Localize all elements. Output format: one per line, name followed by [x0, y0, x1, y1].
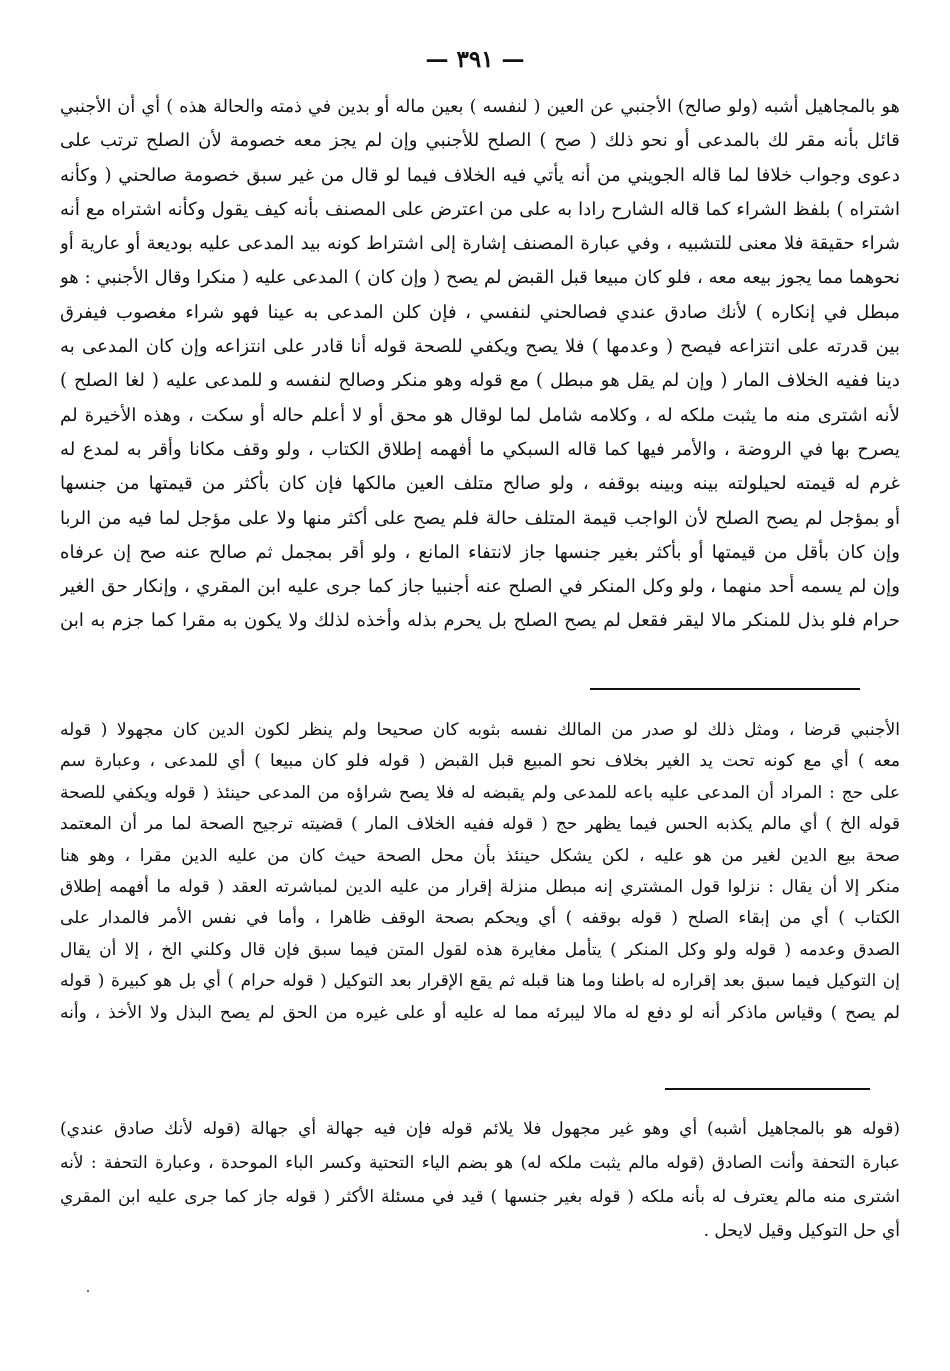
commentary-line: الكتاب ) أي من إبقاء الصلح ( قوله بوقفه ) أي ويحكم بصحة الوقف ظاهرا ، وأما في نفس الأمر فالمدار على [60, 908, 900, 929]
main-text-line: أو بمؤجل لم يصح الصلح لأن الواجب قيمة المتلف حالة فلم يصح على أكثر منها ولا على مؤجل لما فيه من الربا [60, 507, 900, 529]
main-text-line: شراء حقيقة فلا معنى للتشبيه ، وفي عبارة المصنف إشارة إلى اشتراط كونه بيد المدعى عليه بوديعة أو عارية أو [60, 233, 900, 255]
commentary-first [60, 715, 900, 1029]
commentary-line: الصدق وعدمه ( قوله ولو وكل المنكر ) يتأمل مغايرة هذه لقول المتن فيما سبق فإن قال وكلني الخ ، إلا أن يقال [60, 939, 900, 960]
main-text-line: حرام فلو بذل للمنكر مالا ليقر فقعل لم يصح الصلح بل يحرم بذله وأخذه لذلك ولا يكون به مقرا كما جزم به ابن [60, 610, 900, 632]
commentary-second [60, 1112, 900, 1248]
commentary-line: معه ) أي مع كونه تحت يد الغير بخلاف نحو المبيع قبل القبض ( قوله فلو كان مبيعا ) أي للمدعى ، وعبارة سم [60, 751, 900, 772]
main-text-line: وإن كان بأقل من قيمتها أو بأكثر بغير جنسها جاز لانتفاء المانع ، ولو أقر بمجمل ثم صالح عنه صح إن عرفاه [60, 541, 900, 563]
scan-speck [87, 1290, 89, 1292]
commentary-line: على حج : المراد أن المدعى عليه باعه للمدعى ولم يقبضه له فلا يصح شراؤه من المدعى حينئذ ( قوله ويكفي للصحة [60, 782, 900, 803]
main-text-line: قائل بأنه مقر لك بالمدعى أو نحو ذلك ( صح ) الصلح للأجنبي وإن لم يجز معه خصومة لأن الصلح ترتب على [60, 130, 900, 152]
commentary-line: عبارة التحفة وأنت الصادق (قوله مالم يثبت ملكه له) هو بضم الياء التحتية وكسر الباء الموحدة ، وعبارة التحفة : لأنه [60, 1153, 900, 1173]
commentary-line: أي حل التوكيل وقيل لايحل . [703, 1221, 900, 1241]
main-text-line: لأنه اشترى منه ما يثبت ملكه له ، وكلامه شامل لما لوقال هو محق أو لا أعلم حاله أو سكت ، وهذه الأخيرة لم [60, 404, 900, 426]
main-text-line: دينا ففيه الخلاف المار ( وإن لم يقل هو مبطل ) مع قوله وهو منكر وصالح لنفسه و للمدعى عليه ( لغا الصلح ) [60, 370, 900, 392]
section-divider [590, 688, 860, 690]
commentary-line: إن التوكيل فيما سبق بعد إقراره له باطنا وما هنا قبله ثم يقع الإقرار بعد التوكيل ( قوله حرام ) أي بل هو كبيرة ( قوله [60, 971, 900, 992]
commentary-line: لم يصح ) وقياس ماذكر أنه لو دفع له مالا ليبرئه مما له عليه أو على غيره من الحق لم يصح البذل ولا الأخذ ، وأنه [60, 1002, 900, 1023]
commentary-line: منكر إلا أن يقال : نزلوا قول المشتري إنه مبطل منزلة إقرار من عليه الدين لمباشرته العقد ( قوله ما أفهمه إطلاق [60, 876, 900, 897]
main-text-line: هو بالمجاهيل أشبه (ولو صالح) الأجنبي عن العين ( لنفسه ) بعين ماله أو بدين في ذمته والحالة هذه ) أي أن الأجنبي [60, 97, 900, 117]
section-divider [665, 1088, 870, 1090]
commentary-line: اشترى منه مالم يعترف له بأنه ملكه ( قوله بغير جنسها ) قيد في مسئلة الأكثر ( قوله جاز كما جرى عليه ابن المقري [60, 1187, 900, 1207]
main-text [60, 90, 900, 639]
commentary-line: (قوله هو بالمجاهيل أشبه) أي وهو غير مجهول فلا يلائم قوله فإن فيه جهالة أي جهالة (قوله لأنك صادق عندي) [60, 1119, 900, 1139]
main-text-line: مبطل في إنكاره ) لأنك صادق عندي فصالحني لنفسي ، فإن كلن المدعى به عينا فهو شراء مغصوب فيفرق [60, 301, 900, 323]
commentary-line: قوله الخ ) أي مالم يكذبه الحس فيما يظهر حج ( قوله ففيه الخلاف المار ) قضيته ترجيح الصحة لما مر أن المعتمد [60, 814, 900, 835]
main-text-line: اشتراه ) بلفظ الشراء كما قاله الشارح رادا به على من اعترض على المصنف بأنه كيف يقول وكأنه اشتراه مع أنه [60, 198, 900, 220]
commentary-line: صحة بيع الدين لغير من هو عليه ، لكن يشكل حينئذ بأن محل الصحة حيث كان من عليه الدين مقرا ، وهو هنا [60, 845, 900, 866]
main-text-line: غرم له قيمته لحيلولته بينه وبينه بوقفه ، ولو صالح متلف العين مالكها فإن كان بأكثر من قيمتها من جنسها [60, 473, 900, 495]
page-number: — ٣٩١ — [425, 46, 525, 73]
main-text-line: دعوى وجواب خلافا لما قاله الجويني من أنه يأتي فيه الخلاف فيما لو قال من غير سبق خصومة صالحني ( وكأنه [60, 164, 900, 186]
main-text-line: وإن لم يسمه أحد منهما ، ولو وكل المنكر في الصلح عنه أجنبيا جاز كما جرى عليه ابن المقري ، وإنكار حق الغير [60, 576, 900, 598]
main-text-line: بين قدرته على انتزاعه فيصح ( وعدمها ) فلا يصح ويكفي للصحة قوله أنا قادر على انتزاعه وإن كان المدعى به [60, 336, 900, 358]
main-text-line: يصرح بها في الروضة ، والأمر فيها كما قاله السبكي ما أفهمه إطلاق الكتاب ، ولو وقف مكانا وأقر به لمدع له [60, 438, 900, 460]
commentary-line: الأجنبي قرضا ، ومثل ذلك لو صدر من المالك نفسه بثوبه كان صحيحا ولم ينظر لكون الدين كان مجهولا ( قوله [60, 720, 900, 740]
main-text-line: نحوهما مما يجوز بيعه معه ، فلو كان مبيعا قبل القبض لم يصح ( وإن كان ) المدعى عليه ( منكرا وقال الأجنبي : هو [60, 267, 900, 289]
